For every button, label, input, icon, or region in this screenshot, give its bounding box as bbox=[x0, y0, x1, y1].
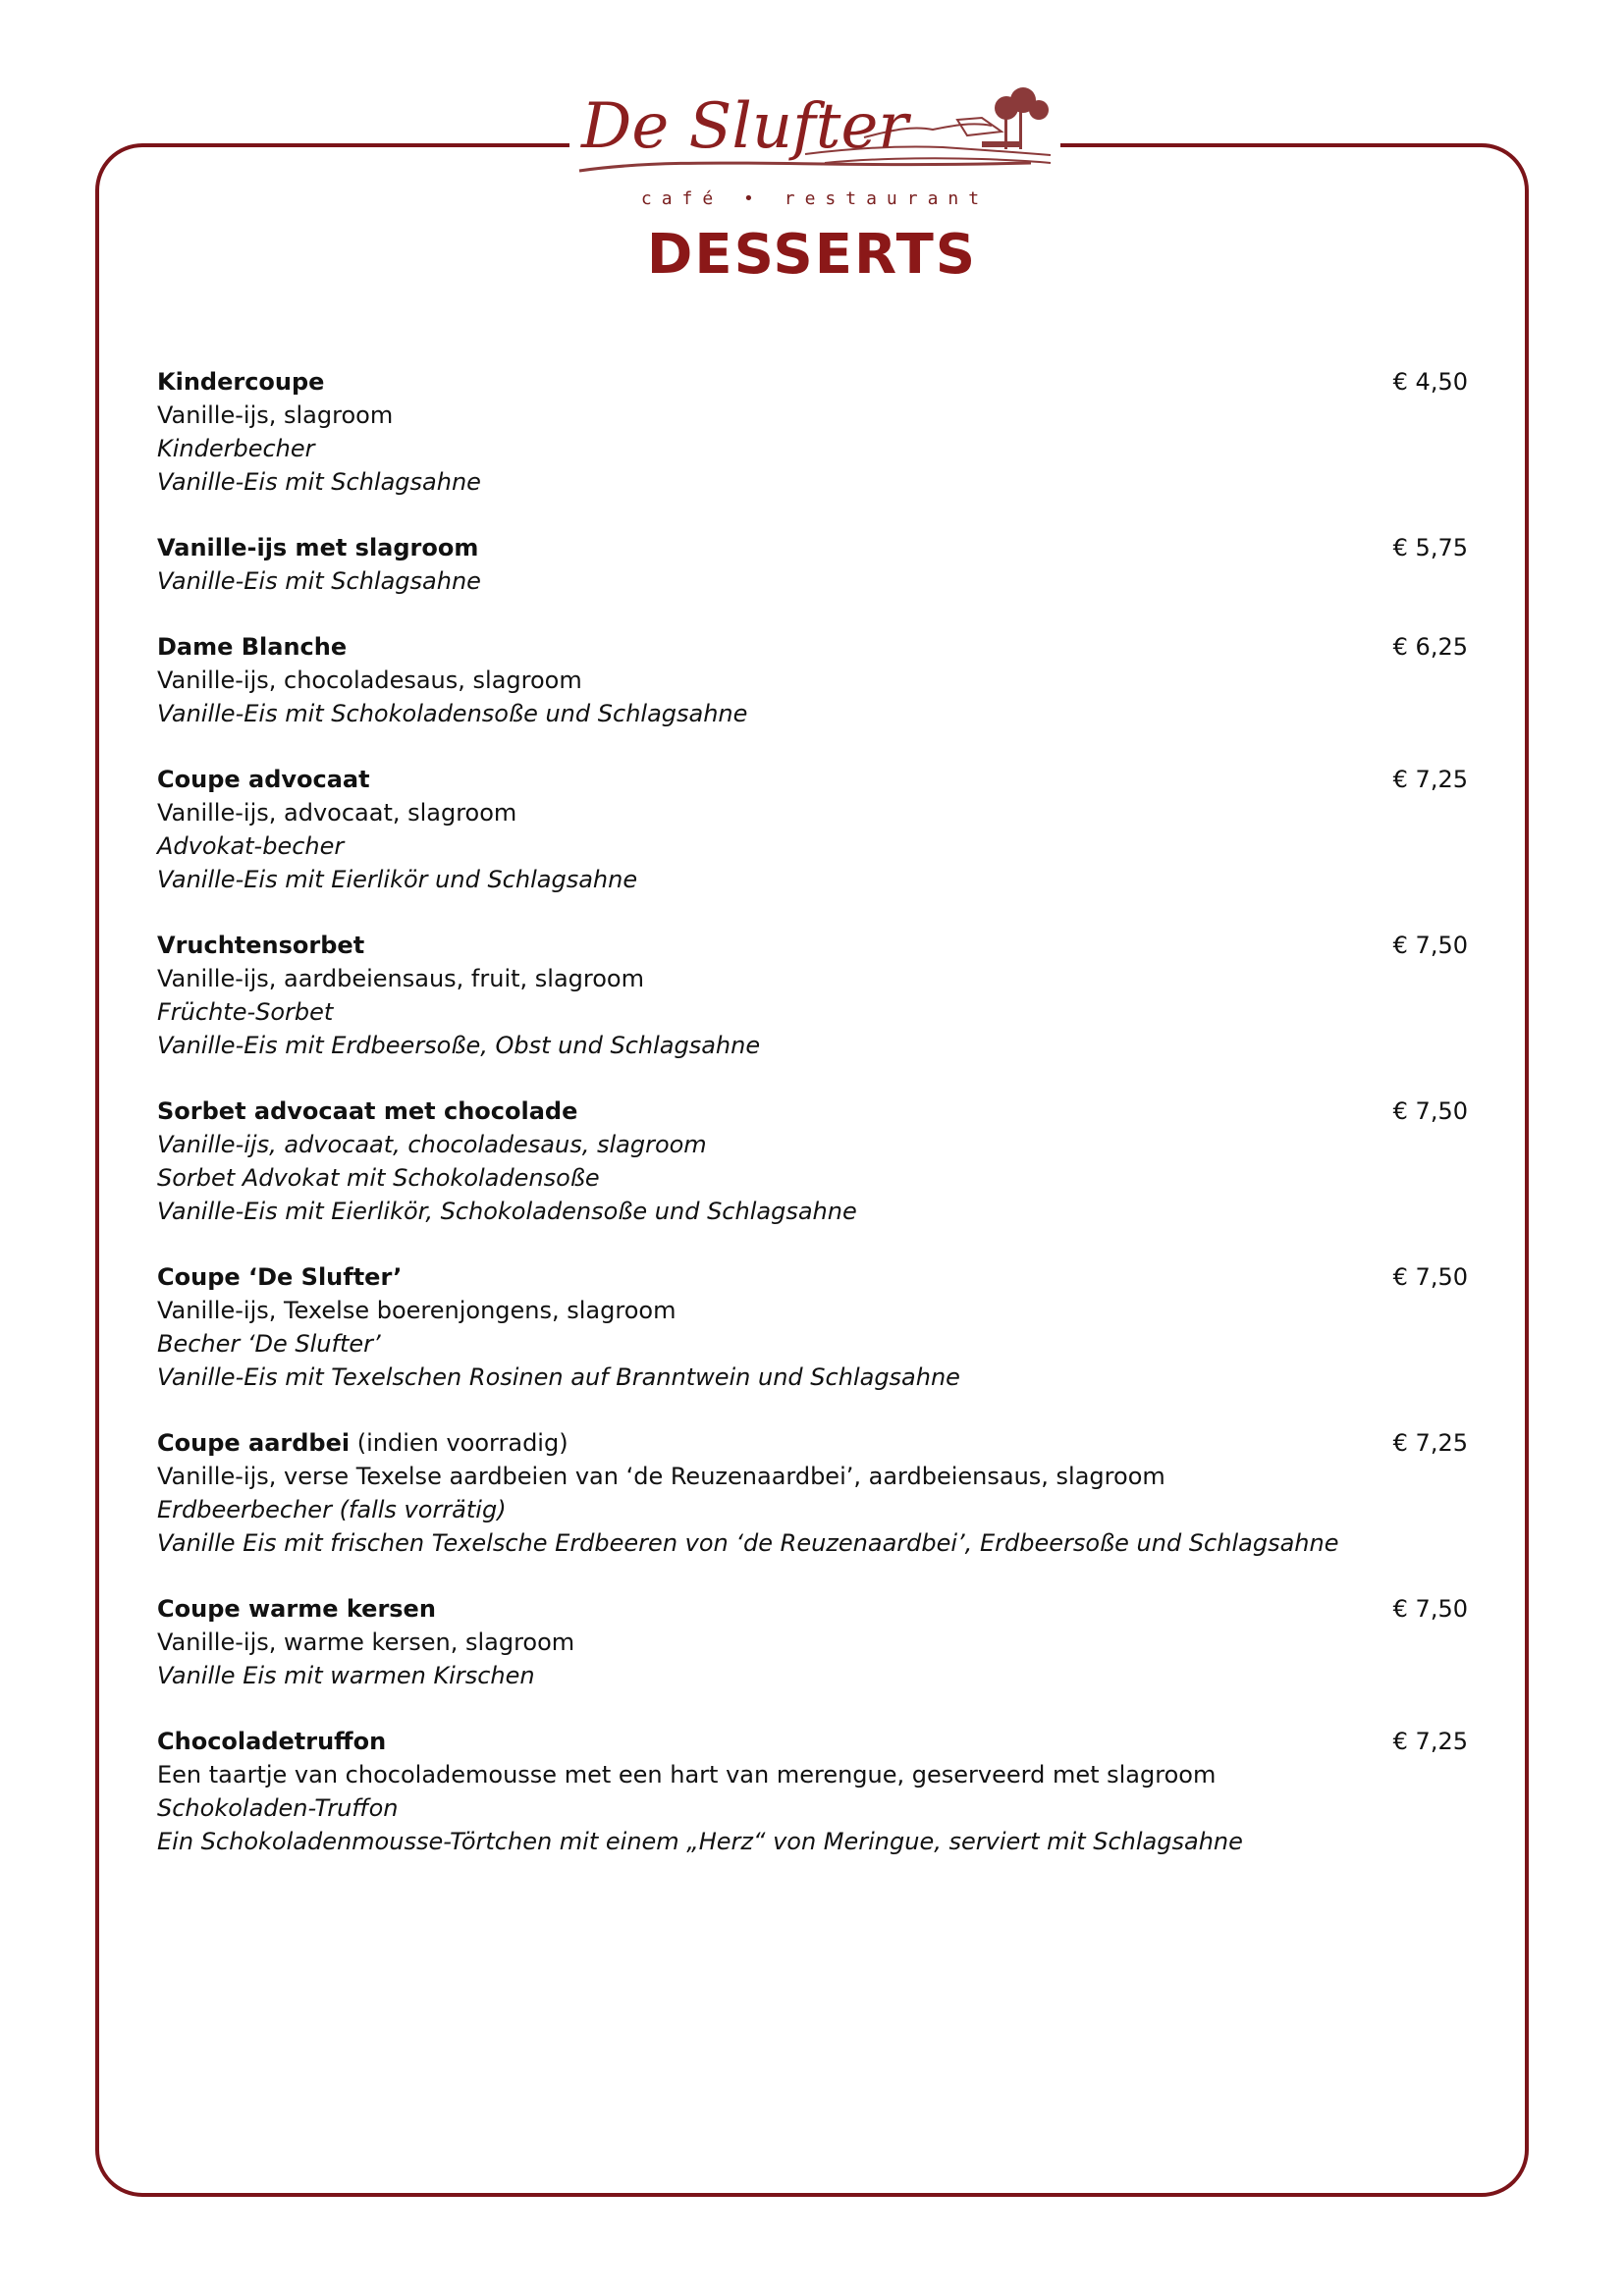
item-german-description: Vanille-Eis mit Schlagsahne bbox=[157, 567, 481, 595]
item-price: € 7,50 bbox=[1392, 1263, 1468, 1291]
item-description: Een taartje van chocolademousse met een hart van merengue, geserveerd met slagroom bbox=[157, 1761, 1217, 1789]
item-german-description: Vanille-Eis mit Eierlikör und Schlagsahne bbox=[157, 866, 638, 893]
menu-item bbox=[157, 763, 1468, 896]
item-name: Dame Blanche bbox=[157, 633, 348, 661]
item-german-description: Vanille-Eis mit Schokoladensoße und Schlagsahne bbox=[157, 700, 748, 727]
menu-item bbox=[157, 365, 1468, 499]
item-price: € 7,50 bbox=[1392, 932, 1468, 959]
item-name: Coupe aardbei bbox=[157, 1429, 351, 1457]
logo-tagline: café • restaurant bbox=[640, 188, 990, 209]
item-name: Vruchtensorbet bbox=[157, 932, 365, 959]
menu-item bbox=[157, 630, 1468, 730]
dessert-menu bbox=[157, 365, 1468, 1891]
item-name-line bbox=[157, 1592, 1468, 1626]
item-description: Vanille-ijs, aardbeiensaus, fruit, slagroom bbox=[157, 965, 644, 992]
item-german-description: Vanille-Eis mit Schlagsahne bbox=[157, 468, 481, 496]
item-description: Vanille-ijs, Texelse boerenjongens, slagroom bbox=[157, 1297, 677, 1324]
item-name-line bbox=[157, 763, 1468, 796]
item-name: Kindercoupe bbox=[157, 368, 325, 396]
menu-item bbox=[157, 531, 1468, 598]
item-name-line bbox=[157, 1725, 1468, 1758]
item-name: Vanille-ijs met slagroom bbox=[157, 534, 479, 561]
item-german-description: Vanille Eis mit warmen Kirschen bbox=[157, 1662, 535, 1689]
item-price: € 4,50 bbox=[1392, 368, 1468, 396]
restaurant-logo bbox=[569, 61, 1060, 238]
item-name-line bbox=[157, 1095, 1468, 1128]
item-description: Vanille-ijs, slagroom bbox=[157, 401, 394, 429]
logo-graphic bbox=[569, 61, 1060, 238]
item-german-name: Früchte-Sorbet bbox=[157, 998, 334, 1026]
item-german-name: Becher ‘De Slufter’ bbox=[157, 1330, 381, 1358]
item-german-description: Vanille-Eis mit Erdbeersoße, Obst und Schlagsahne bbox=[157, 1032, 761, 1059]
item-german-name: Schokoladen-Truffon bbox=[157, 1794, 399, 1822]
menu-item bbox=[157, 1260, 1468, 1394]
item-name: Sorbet advocaat met chocolade bbox=[157, 1097, 578, 1125]
item-german-description: Ein Schokoladenmousse-Törtchen mit einem „Herz“ von Meringue, serviert mit Schlagsahne bbox=[157, 1828, 1243, 1855]
item-description: Vanille-ijs, advocaat, chocoladesaus, slagroom bbox=[157, 1131, 707, 1158]
item-name-line bbox=[157, 531, 1468, 564]
item-name: Coupe warme kersen bbox=[157, 1595, 436, 1623]
item-german-name: Erdbeerbecher (falls vorrätig) bbox=[157, 1496, 507, 1523]
item-german-name: Advokat-becher bbox=[157, 832, 345, 860]
menu-item bbox=[157, 1725, 1468, 1858]
item-price: € 7,50 bbox=[1392, 1595, 1468, 1623]
menu-item bbox=[157, 1095, 1468, 1228]
page-title: DESSERTS bbox=[646, 223, 978, 287]
menu-item bbox=[157, 1426, 1468, 1560]
item-description: Vanille-ijs, chocoladesaus, slagroom bbox=[157, 667, 582, 694]
item-german-name: Sorbet Advokat mit Schokoladensoße bbox=[157, 1164, 600, 1192]
logo-brand-text: De Slufter bbox=[581, 90, 908, 163]
item-price: € 7,50 bbox=[1392, 1097, 1468, 1125]
item-name-line bbox=[157, 1260, 1468, 1294]
item-price: € 7,25 bbox=[1392, 1429, 1468, 1457]
item-german-description: Vanille Eis mit frischen Texelsche Erdbeeren von ‘de Reuzenaardbei’, Erdbeersoße und Schlagsahne bbox=[157, 1529, 1339, 1557]
item-price: € 6,25 bbox=[1392, 633, 1468, 661]
item-german-description: Vanille-Eis mit Eierlikör, Schokoladensoße und Schlagsahne bbox=[157, 1198, 857, 1225]
item-price: € 7,25 bbox=[1392, 766, 1468, 793]
item-name-line bbox=[157, 929, 1468, 962]
item-german-name: Kinderbecher bbox=[157, 435, 315, 462]
item-name-note: (indien voorradig) bbox=[350, 1429, 568, 1457]
menu-item bbox=[157, 929, 1468, 1062]
menu-item bbox=[157, 1592, 1468, 1692]
item-name-line bbox=[157, 630, 1468, 664]
item-description: Vanille-ijs, advocaat, slagroom bbox=[157, 799, 517, 827]
item-name: Coupe advocaat bbox=[157, 766, 370, 793]
item-description: Vanille-ijs, verse Texelse aardbeien van ‘de Reuzenaardbei’, aardbeiensaus, slagroom bbox=[157, 1463, 1165, 1490]
item-price: € 5,75 bbox=[1392, 534, 1468, 561]
item-name: Coupe ‘De Slufter’ bbox=[157, 1263, 403, 1291]
item-price: € 7,25 bbox=[1392, 1728, 1468, 1755]
item-name-line bbox=[157, 1426, 1468, 1460]
item-name-line bbox=[157, 365, 1468, 399]
item-description: Vanille-ijs, warme kersen, slagroom bbox=[157, 1629, 575, 1656]
item-name: Chocoladetruffon bbox=[157, 1728, 387, 1755]
item-german-description: Vanille-Eis mit Texelschen Rosinen auf Branntwein und Schlagsahne bbox=[157, 1363, 960, 1391]
